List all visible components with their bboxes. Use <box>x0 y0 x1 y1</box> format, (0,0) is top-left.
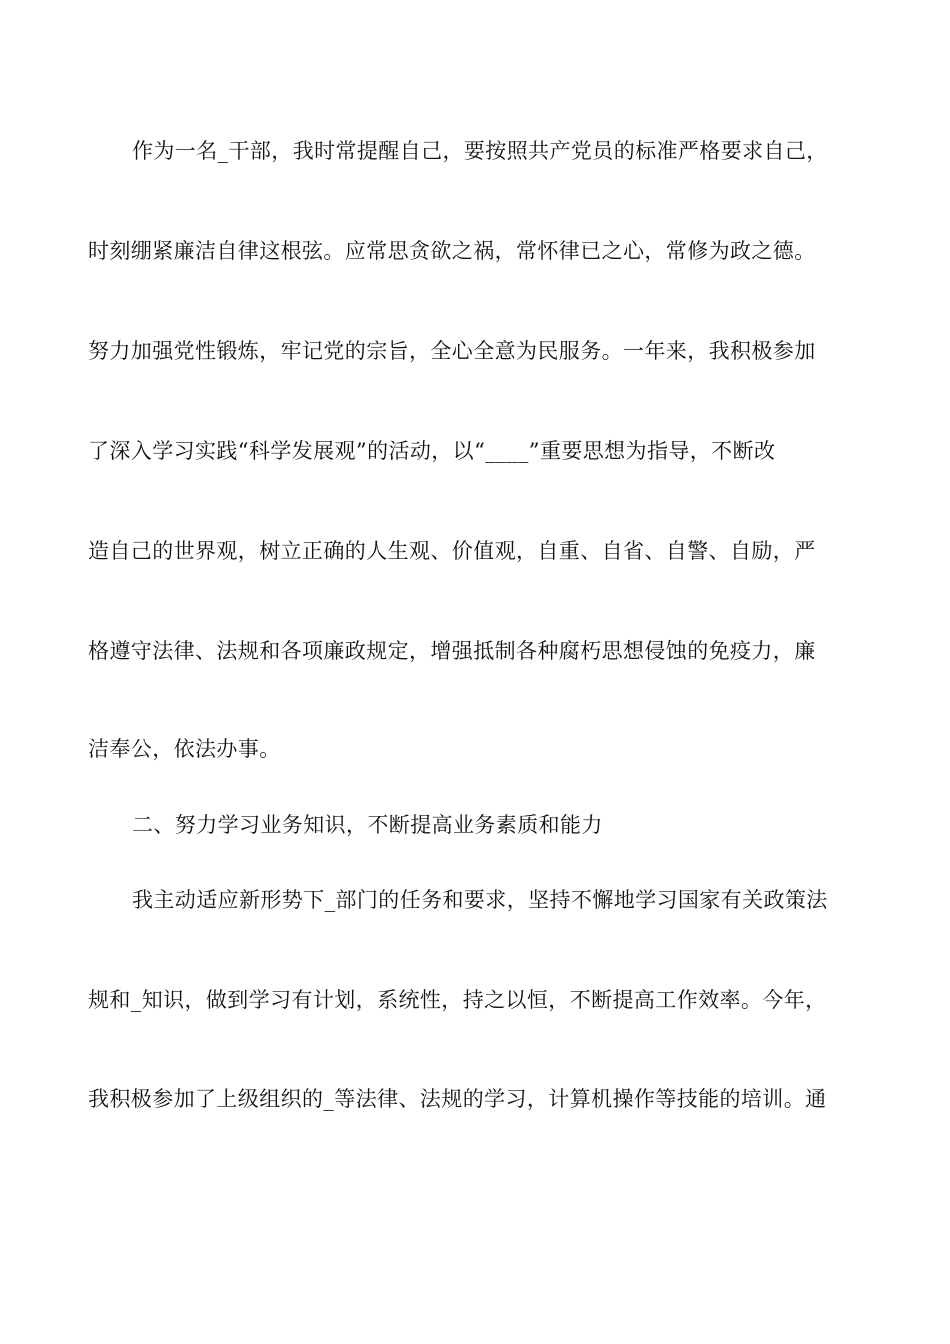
paragraph-line-5: 造自己的世界观，树立正确的人生观、价值观，自重、自省、自警、自励，严 <box>88 539 816 563</box>
paragraph-line-8: 我主动适应新形势下_部门的任务和要求，坚持不懈地学习国家有关政策法 <box>132 888 828 912</box>
section-heading: 二、努力学习业务知识，不断提高业务素质和能力 <box>132 813 603 837</box>
paragraph-line-7: 洁奉公，依法办事。 <box>88 737 281 761</box>
paragraph-line-9: 规和_知识，做到学习有计划，系统性，持之以恒，不断提高工作效率。今年， <box>88 988 827 1012</box>
paragraph-line-2: 时刻绷紧廉洁自律这根弦。应常思贪欲之祸，常怀律已之心，常修为政之德。 <box>88 239 816 263</box>
paragraph-line-1: 作为一名_干部，我时常提醒自己，要按照共产党员的标准严格要求自己， <box>132 139 828 163</box>
paragraph-line-10: 我积极参加了上级组织的_等法律、法规的学习，计算机操作等技能的培训。通 <box>88 1087 827 1111</box>
paragraph-line-6: 格遵守法律、法规和各项廉政规定，增强抵制各种腐朽思想侵蚀的免疫力，廉 <box>88 639 816 663</box>
paragraph-line-3: 努力加强党性锻炼，牢记党的宗旨，全心全意为民服务。一年来，我积极参加 <box>88 339 816 363</box>
paragraph-line-4: 了深入学习实践“科学发展观”的活动，以“____”重要思想为指导，不断改 <box>88 439 776 463</box>
